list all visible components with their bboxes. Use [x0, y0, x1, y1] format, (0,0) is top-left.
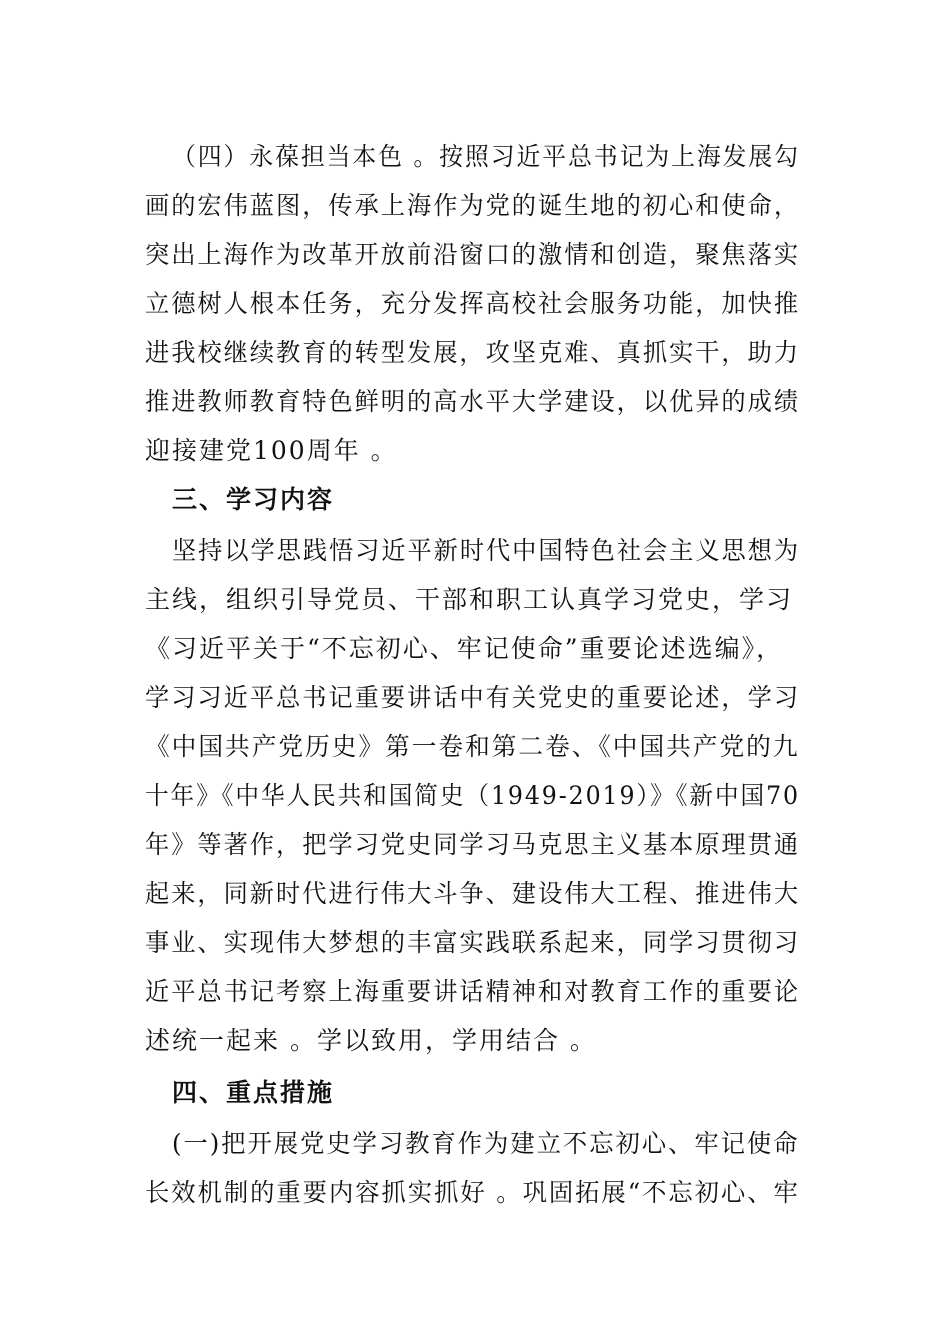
section-four-line-7: 迎接建党100周年 。: [145, 436, 398, 465]
heading-key-measures: 四、重点措施: [172, 1078, 335, 1107]
study-content-line-6: 十年》《中华人民共和国简史（1949-2019）》《新中国70: [145, 781, 800, 810]
study-content-line-3: 《习近平关于“不忘初心、牢记使命”重要论述选编》，: [145, 634, 784, 663]
section-four-line-6: 推进教师教育特色鲜明的高水平大学建设，以优异的成绩: [145, 387, 801, 416]
study-content-line-11: 述统一起来 。学以致用，学用结合 。: [145, 1026, 597, 1055]
measures-line-1: (一)把开展党史学习教育作为建立不忘初心、牢记使命: [172, 1129, 800, 1158]
study-content-line-10: 近平总书记考察上海重要讲话精神和对教育工作的重要论: [145, 977, 801, 1006]
measures-line-2: 长效机制的重要内容抓实抓好 。巩固拓展“不忘初心、牢: [145, 1178, 800, 1207]
section-four-line-2: 画的宏伟蓝图，传承上海作为党的诞生地的初心和使命，: [145, 191, 801, 220]
study-content-line-1: 坚持以学思践悟习近平新时代中国特色社会主义思想为: [172, 536, 800, 565]
study-content-line-4: 学习习近平总书记重要讲话中有关党史的重要论述，学习: [145, 683, 801, 712]
section-four-line-5: 进我校继续教育的转型发展，攻坚克难、真抓实干，助力: [145, 338, 801, 367]
section-four-line-3: 突出上海作为改革开放前沿窗口的激情和创造，聚焦落实: [145, 240, 801, 269]
study-content-line-9: 事业、实现伟大梦想的丰富实践联系起来，同学习贯彻习: [145, 928, 801, 957]
study-content-line-8: 起来，同新时代进行伟大斗争、建设伟大工程、推进伟大: [145, 879, 801, 908]
study-content-line-7: 年》等著作，把学习党史同学习马克思主义基本原理贯通: [145, 830, 801, 859]
study-content-line-2: 主线，组织引导党员、干部和职工认真学习党史，学习: [145, 585, 794, 614]
study-content-line-5: 《中国共产党历史》第一卷和第二卷、《中国共产党的九: [145, 732, 800, 761]
section-four-line-4: 立德树人根本任务，充分发挥高校社会服务功能，加快推: [145, 289, 801, 318]
section-four-line-1: （四）永葆担当本色 。按照习近平总书记为上海发展勾: [172, 142, 800, 171]
heading-study-content: 三、学习内容: [172, 485, 335, 514]
